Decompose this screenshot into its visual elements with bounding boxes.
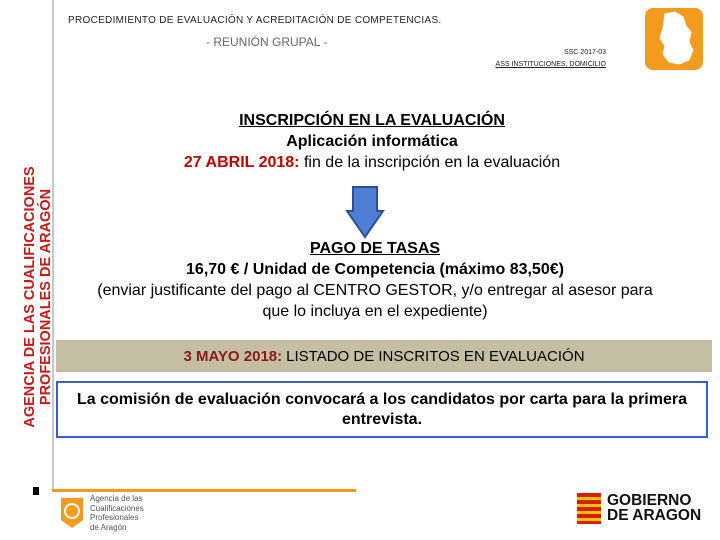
inscripcion-date-text: fin de la inscripción en la evaluación [299, 154, 561, 171]
agency-vertical-title [22, 132, 54, 462]
document-reference [496, 47, 606, 71]
aragon-map-logo-icon [645, 8, 703, 70]
agency-footer-name [90, 494, 144, 532]
aragon-emblem-icon [577, 491, 601, 525]
comision-text: La comisión de evaluación convocará a los candidatos por carta para la primera entrevista. [77, 390, 687, 428]
inscripcion-deadline [184, 154, 560, 171]
agency-line-3: Profesionales [90, 513, 139, 522]
side-marker [33, 487, 39, 495]
down-arrow-icon [345, 185, 385, 240]
inscripcion-section [140, 110, 604, 173]
header-title: PROCEDIMIENTO DE EVALUACIÓN Y ACREDITACIÓN DE COMPETENCIAS. [68, 15, 442, 26]
bottom-divider [52, 489, 356, 492]
comision-box [56, 381, 708, 438]
listado-date: 3 MAYO 2018: [183, 347, 283, 365]
doc-code: SSC 2017-03 [563, 49, 606, 56]
pago-title: PAGO DE TASAS [309, 240, 441, 257]
gobierno-de-aragon-wordmark [607, 493, 701, 523]
doc-scope: ASS INSTITUCIONES, DOMICILIO [495, 61, 606, 68]
gov-line2: DE ARAGON [607, 507, 702, 524]
inscripcion-subtitle: Aplicación informática [286, 133, 458, 150]
agency-title-line1: AGENCIA DE LAS CUALIFICACIONES [22, 166, 38, 428]
agency-line-4: de Aragón [90, 522, 127, 532]
header-subtitle: - REUNIÓN GRUPAL - [206, 35, 328, 49]
pago-price: 16,70 € / Unidad de Competencia (máximo 83,50€) [186, 261, 564, 278]
agency-logo-icon [58, 496, 86, 530]
pago-section [60, 238, 690, 322]
agency-title-line2: PROFESIONALES DE ARAGÓN [38, 188, 54, 406]
pago-note-line1: (enviar justificante del pago al CENTRO GESTOR, y/o entregar al asesor para [97, 282, 653, 299]
inscripcion-date: 27 ABRIL 2018: [183, 154, 300, 171]
listado-band [56, 340, 712, 372]
gov-line1: GOBIERNO [607, 492, 692, 509]
listado-text: LISTADO DE INSCRITOS EN EVALUACIÓN [286, 347, 585, 365]
agency-line-2: Cualificaciones [90, 503, 144, 513]
pago-note-line2: que lo incluya en el expediente) [262, 303, 488, 320]
inscripcion-title: INSCRIPCIÓN EN LA EVALUACIÓN [239, 112, 505, 129]
agency-line-1: Agencia de las [90, 494, 143, 503]
